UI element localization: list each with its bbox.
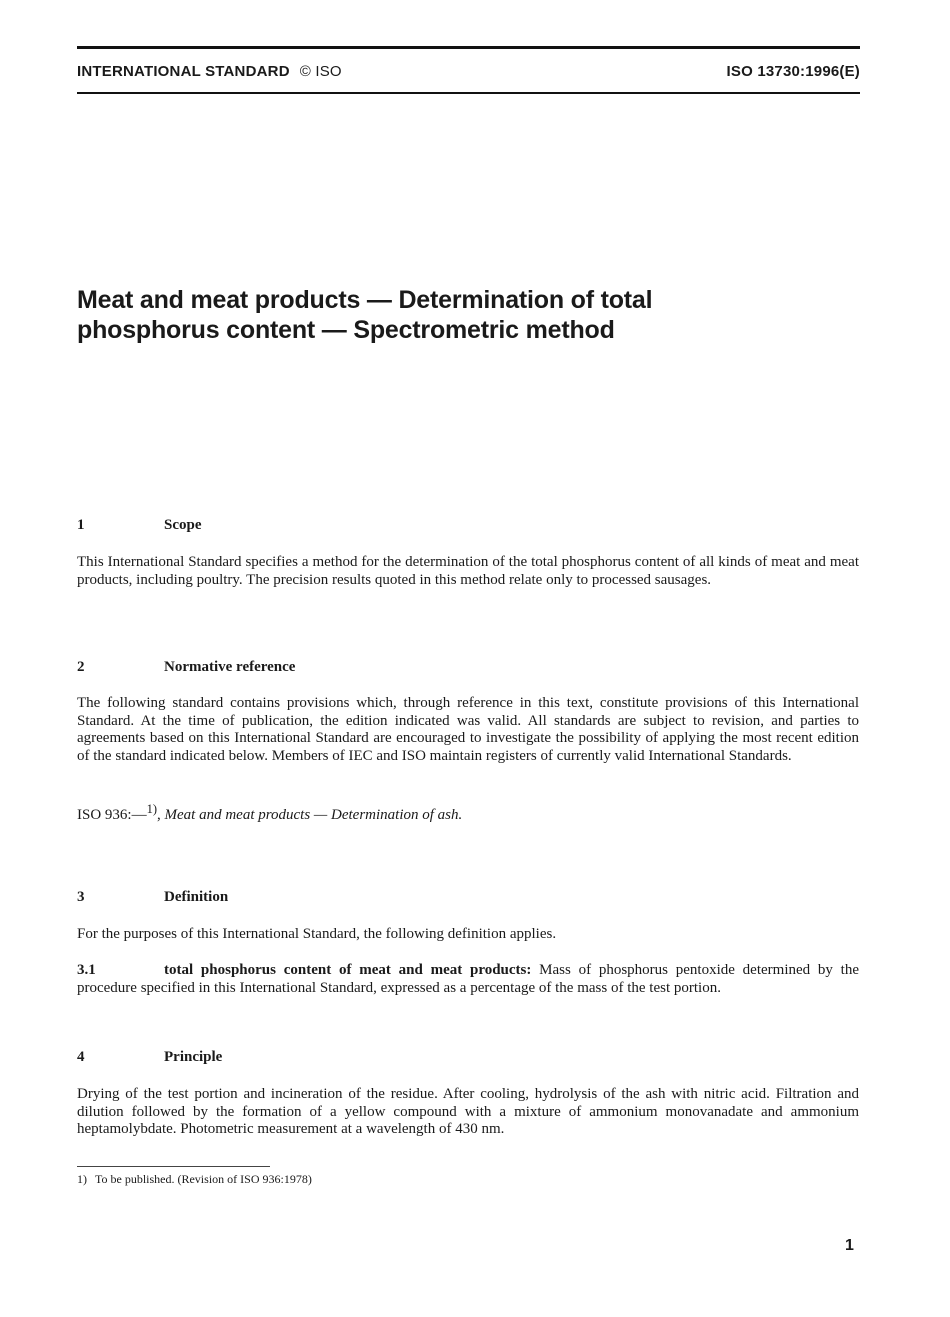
footnote — [77, 1172, 312, 1187]
header-document-id: ISO 13730:1996(E) — [726, 63, 860, 80]
footnote-marker: 1) — [146, 802, 158, 816]
section-title: Principle — [164, 1049, 223, 1065]
header-top-rule — [77, 46, 860, 49]
section-heading-normative-reference — [77, 659, 295, 676]
footnote-number: 1) — [77, 1172, 87, 1186]
header-copyright: © ISO — [299, 63, 342, 80]
header-left — [77, 63, 342, 80]
section-title: Scope — [164, 517, 202, 533]
document-title — [77, 285, 860, 345]
citation-title: Meat and meat products — Determination of ash. — [164, 807, 463, 823]
defined-term: total phosphorus content of meat and meat products: — [164, 962, 532, 978]
title-line-1: Meat and meat products — Determination of total — [77, 286, 653, 314]
section-number: 1 — [77, 517, 85, 533]
scope-paragraph: This International Standard specifies a method for the determination of the total phosphorus content of all kinds of meat and meat products, including poultry. The precision results quoted in this method relate only to processed sausages. — [77, 554, 859, 588]
section-number: 3 — [77, 889, 85, 905]
section-title: Normative reference — [164, 659, 296, 675]
principle-paragraph: Drying of the test portion and incineration of the residue. After cooling, hydrolysis of the ash with nitric acid. Filtration and dilution followed by the formation of a yellow compound with a mixture of ammonium monovanadate and ammonium heptamolybdate. Photometric measurement at a wavelength of 430 nm. — [77, 1086, 859, 1137]
footnote-text: To be published. (Revision of ISO 936:1978) — [95, 1172, 312, 1186]
header-bottom-rule — [77, 92, 860, 94]
definition-intro: For the purposes of this International Standard, the following definition applies. — [77, 926, 557, 942]
title-line-2: phosphorus content — Spectrometric method — [77, 316, 615, 344]
definition-text: Mass of phosphorus pentoxide determined by the procedure specified in this International Standard, expressed as a percentage of the mass of the test portion. — [77, 962, 859, 996]
page-number: 1 — [845, 1237, 854, 1254]
section-heading-scope — [77, 517, 202, 534]
citation-code: ISO 936:— — [77, 807, 147, 823]
header-standard-label: INTERNATIONAL STANDARD — [77, 63, 290, 80]
subclause-number: 3.1 — [77, 962, 96, 978]
section-title: Definition — [164, 889, 229, 905]
section-number: 2 — [77, 659, 85, 675]
footnote-rule — [77, 1166, 270, 1167]
normative-reference-citation: ISO 936:—$^{1)}$, Meat and meat products — Determination of ash. — [77, 802, 463, 823]
section-number: 4 — [77, 1049, 85, 1065]
section-heading-definition — [77, 889, 228, 906]
section-heading-principle — [77, 1049, 222, 1066]
normative-reference-paragraph: The following standard contains provisions which, through reference in this text, constitute provisions of this International Standard. At the time of publication, the edition indicated was valid. All standards are subject to revision, and parties to agreements based on this International Standard are encouraged to investigate the possibility of applying the most recent edition of the standard indicated below. Members of IEC and ISO maintain registers of currently valid International Standards. — [77, 695, 859, 764]
definition-3-1 — [77, 962, 859, 997]
